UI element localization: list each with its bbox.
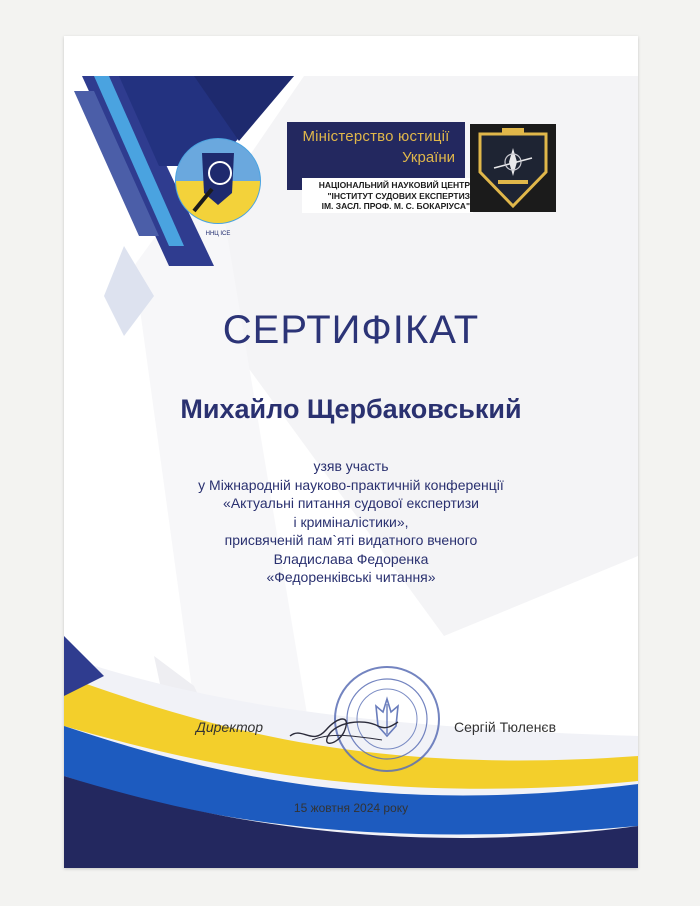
body-line: «Федоренківські читання» [266, 569, 436, 585]
certificate-body [124, 457, 578, 587]
body-line: узяв участь [313, 458, 389, 474]
institute-name-line2: "ІНСТИТУТ СУДОВИХ ЕКСПЕРТИЗ [327, 190, 470, 201]
body-line: Владислава Федоренка [273, 550, 429, 567]
institute-name-line1: НАЦІОНАЛЬНИЙ НАУКОВИЙ ЦЕНТР [318, 180, 470, 190]
institute-name-line3: ІМ. ЗАСЛ. ПРОФ. М. С. БОКАРІУСА" [321, 201, 470, 211]
institute-emblem-icon [172, 131, 264, 243]
body-line: присвяченій пам`яті видатного вченого [224, 532, 478, 548]
ministry-name-line2: України [402, 149, 455, 166]
ministry-name-line1: Міністерство юстиції [302, 128, 450, 145]
recipient-name: Михайло Щербаковський [180, 394, 522, 424]
forensic-shield-icon [470, 124, 556, 212]
director-name: Сергій Тюленєв [454, 719, 557, 735]
institute-name [302, 178, 473, 213]
certificate-sheet [64, 36, 638, 868]
director-label: Директор [196, 719, 264, 735]
body-line: у Міжнародній науково-практичній конференції [198, 476, 504, 493]
body-line: «Актуальні питання судової експертизи [223, 495, 479, 511]
issue-date: 15 жовтня 2024 року [293, 801, 409, 815]
certificate-title: СЕРТИФІКАТ [222, 308, 480, 352]
director-signature [282, 696, 402, 756]
body-line: і криміналістики», [293, 513, 409, 530]
svg-text:ННЦ ІСЕ: ННЦ ІСЕ [205, 231, 231, 237]
